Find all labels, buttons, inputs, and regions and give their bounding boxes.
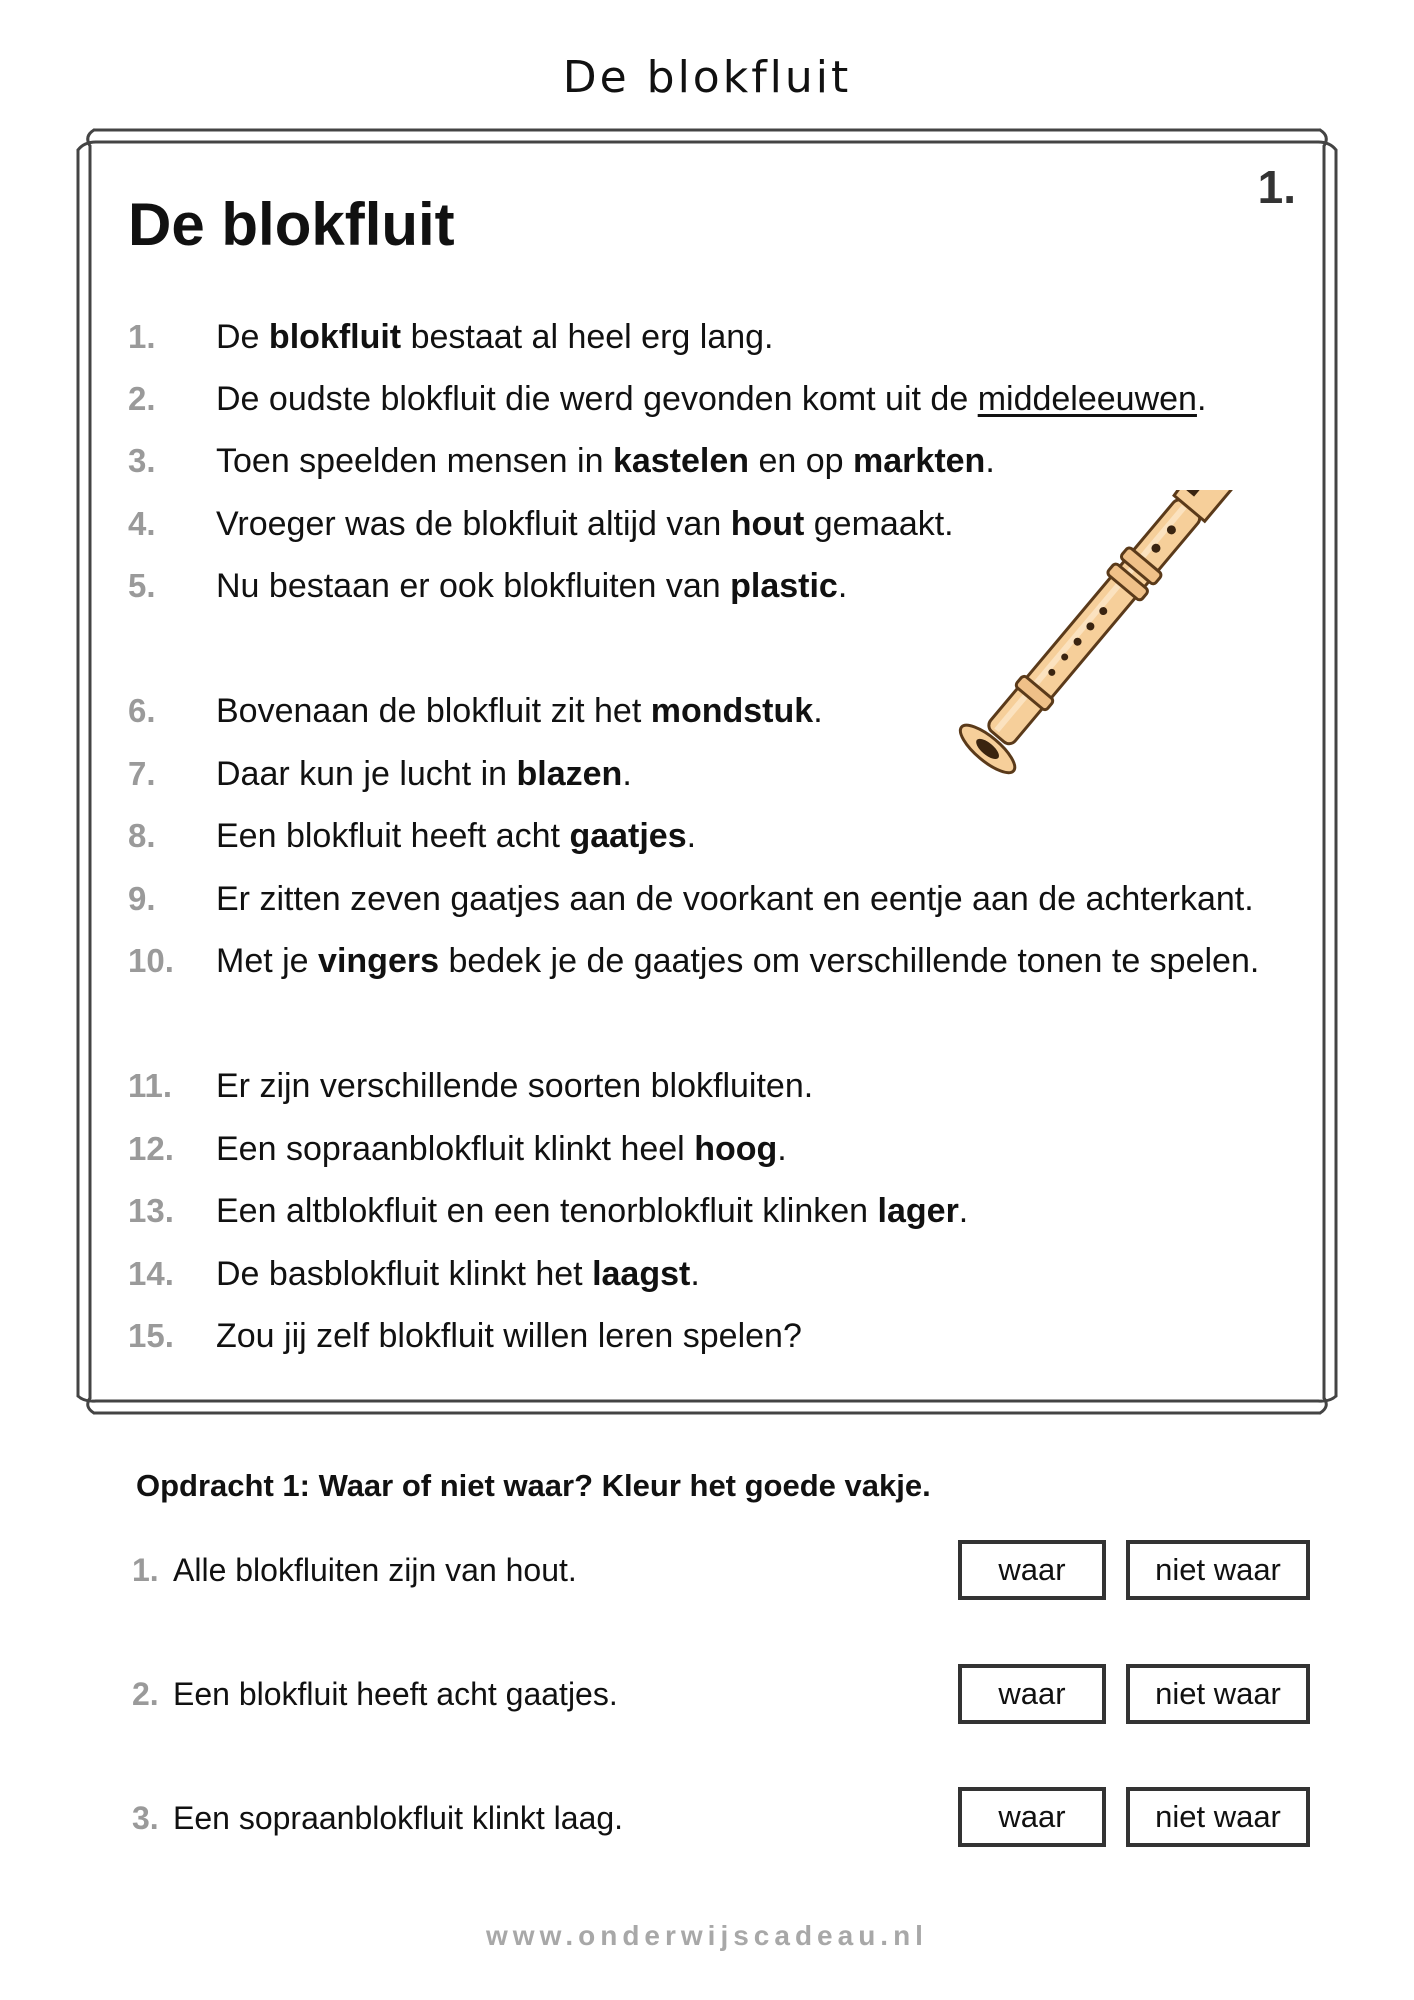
sentence-number: 7. bbox=[128, 755, 156, 792]
sentence-number: 2. bbox=[128, 380, 156, 417]
sentence-row bbox=[0, 1317, 1414, 1367]
sentence-row bbox=[0, 318, 1414, 368]
sentence-row bbox=[0, 1255, 1414, 1305]
sentence-fragment: Met je bbox=[216, 942, 319, 980]
question-text: Een sopraanblokfluit klinkt laag. bbox=[173, 1800, 624, 1836]
sentence-row bbox=[0, 942, 1414, 992]
sentence-fragment: Een sopraanblokfluit klinkt heel bbox=[216, 1130, 695, 1168]
sentence-number: 11. bbox=[128, 1067, 173, 1104]
sentence-fragment: De bbox=[216, 318, 269, 356]
sentence-fragment: Zou jij zelf blokfluit willen leren spelen? bbox=[216, 1317, 802, 1355]
recorder-illustration bbox=[945, 490, 1245, 800]
sentence-number: 14. bbox=[128, 1255, 174, 1292]
sentence-fragment: . bbox=[686, 817, 697, 855]
sentence-number: 9. bbox=[128, 880, 156, 917]
keyword: gaatjes bbox=[569, 817, 687, 855]
sentence-fragment: Er zitten zeven gaatjes aan de voorkant en eentje aan de achterkant. bbox=[216, 880, 1254, 918]
sentence-fragment: . bbox=[690, 1255, 700, 1293]
keyword: lager bbox=[877, 1192, 959, 1230]
keyword: vingers bbox=[318, 942, 439, 980]
sentence-number: 5. bbox=[128, 567, 156, 604]
answer-box-niet-waar[interactable]: niet waar bbox=[1126, 1540, 1310, 1600]
sentence-text bbox=[216, 1192, 968, 1231]
sentence-fragment: bestaat al heel erg lang. bbox=[401, 318, 774, 356]
question-text: Een blokfluit heeft acht gaatjes. bbox=[173, 1676, 618, 1712]
sentence-fragment: Toen speelden mensen in bbox=[216, 442, 613, 480]
sentence-fragment: Bovenaan de blokfluit zit het bbox=[216, 692, 651, 730]
keyword: blazen bbox=[516, 755, 623, 793]
sentence-fragment: Een altblokfluit en een tenorblokfluit klinken bbox=[216, 1192, 878, 1230]
reading-title: De blokfluit bbox=[128, 191, 455, 258]
sentence-text bbox=[216, 1255, 700, 1294]
sentence-text bbox=[216, 1317, 802, 1356]
footer-website: www.onderwijscadeau.nl bbox=[486, 1920, 928, 1951]
sentence-text bbox=[216, 1067, 813, 1106]
sentence-number: 13. bbox=[128, 1192, 174, 1229]
sentence-row bbox=[0, 1067, 1414, 1117]
sentence-fragment: Daar kun je lucht in bbox=[216, 755, 517, 793]
sentence-row bbox=[0, 380, 1414, 430]
sentence-fragment: . bbox=[622, 755, 632, 793]
sentence-text bbox=[216, 505, 954, 544]
worksheet-header-title: De blokfluit bbox=[562, 52, 852, 103]
sentence-fragment: gemaakt. bbox=[804, 505, 954, 543]
sentence-fragment: Nu bestaan er ook blokfluiten van bbox=[216, 567, 731, 605]
sentence-row bbox=[0, 442, 1414, 492]
underlined-word: middeleeuwen bbox=[977, 380, 1197, 418]
sentence-fragment: . bbox=[777, 1130, 787, 1168]
answer-box-waar[interactable]: waar bbox=[958, 1540, 1106, 1600]
keyword: mondstuk bbox=[650, 692, 814, 730]
sentence-fragment: . bbox=[837, 567, 848, 605]
sentence-number: 3. bbox=[128, 442, 156, 479]
answer-box-waar[interactable]: waar bbox=[958, 1787, 1106, 1847]
sentence-fragment: De oudste blokfluit die werd gevonden komt uit de bbox=[216, 380, 978, 418]
sentence-fragment: Vroeger was de blokfluit altijd van bbox=[216, 505, 731, 543]
sentence-row bbox=[0, 817, 1414, 867]
sentence-number: 15. bbox=[128, 1317, 174, 1354]
sentence-row bbox=[0, 1130, 1414, 1180]
sentence-number: 8. bbox=[128, 817, 156, 854]
sentence-fragment: . bbox=[958, 1192, 969, 1230]
sentence-text bbox=[216, 817, 696, 856]
assignment-title: Opdracht 1: Waar of niet waar? Kleur het goede vakje. bbox=[136, 1468, 931, 1503]
sentence-fragment: bedek je de gaatjes om verschillende tonen te spelen. bbox=[439, 942, 1260, 980]
sentence-text bbox=[216, 380, 1206, 419]
sentence-number: 12. bbox=[128, 1130, 174, 1167]
keyword: hoog bbox=[694, 1130, 778, 1168]
sentence-text bbox=[216, 318, 774, 357]
sentence-row bbox=[0, 1192, 1414, 1242]
question-number: 1. bbox=[132, 1552, 159, 1588]
sentence-number: 4. bbox=[128, 505, 156, 542]
sentence-text bbox=[216, 880, 1254, 919]
keyword: laagst bbox=[592, 1255, 691, 1293]
sentence-text bbox=[216, 755, 632, 794]
sentence-number: 10. bbox=[128, 942, 174, 979]
sentence-fragment: . bbox=[1196, 380, 1207, 418]
sentence-fragment: . bbox=[985, 442, 995, 480]
sentence-fragment: en op bbox=[749, 442, 854, 480]
keyword: kastelen bbox=[612, 442, 750, 480]
sentence-fragment: De basblokfluit klinkt het bbox=[216, 1255, 593, 1293]
keyword: blokfluit bbox=[268, 318, 402, 356]
sentence-text bbox=[216, 1130, 787, 1169]
keyword: markten bbox=[853, 442, 986, 480]
question-text: Alle blokfluiten zijn van hout. bbox=[173, 1552, 577, 1588]
answer-box-niet-waar[interactable]: niet waar bbox=[1126, 1664, 1310, 1724]
page-number: 1. bbox=[1257, 161, 1296, 213]
sentence-text bbox=[216, 942, 1259, 981]
question-number: 2. bbox=[132, 1676, 159, 1712]
answer-box-niet-waar[interactable]: niet waar bbox=[1126, 1787, 1310, 1847]
sentence-text bbox=[216, 567, 847, 606]
sentence-number: 6. bbox=[128, 692, 156, 729]
sentence-text bbox=[216, 442, 995, 481]
sentence-fragment: Er zijn verschillende soorten blokfluiten. bbox=[216, 1067, 814, 1105]
sentence-fragment: . bbox=[813, 692, 823, 730]
keyword: hout bbox=[730, 505, 805, 543]
sentence-fragment: Een blokfluit heeft acht bbox=[216, 817, 570, 855]
sentence-text bbox=[216, 692, 823, 731]
answer-box-waar[interactable]: waar bbox=[958, 1664, 1106, 1724]
keyword: plastic bbox=[730, 567, 838, 605]
sentence-row bbox=[0, 880, 1414, 930]
sentence-number: 1. bbox=[128, 318, 156, 355]
question-number: 3. bbox=[132, 1800, 159, 1836]
